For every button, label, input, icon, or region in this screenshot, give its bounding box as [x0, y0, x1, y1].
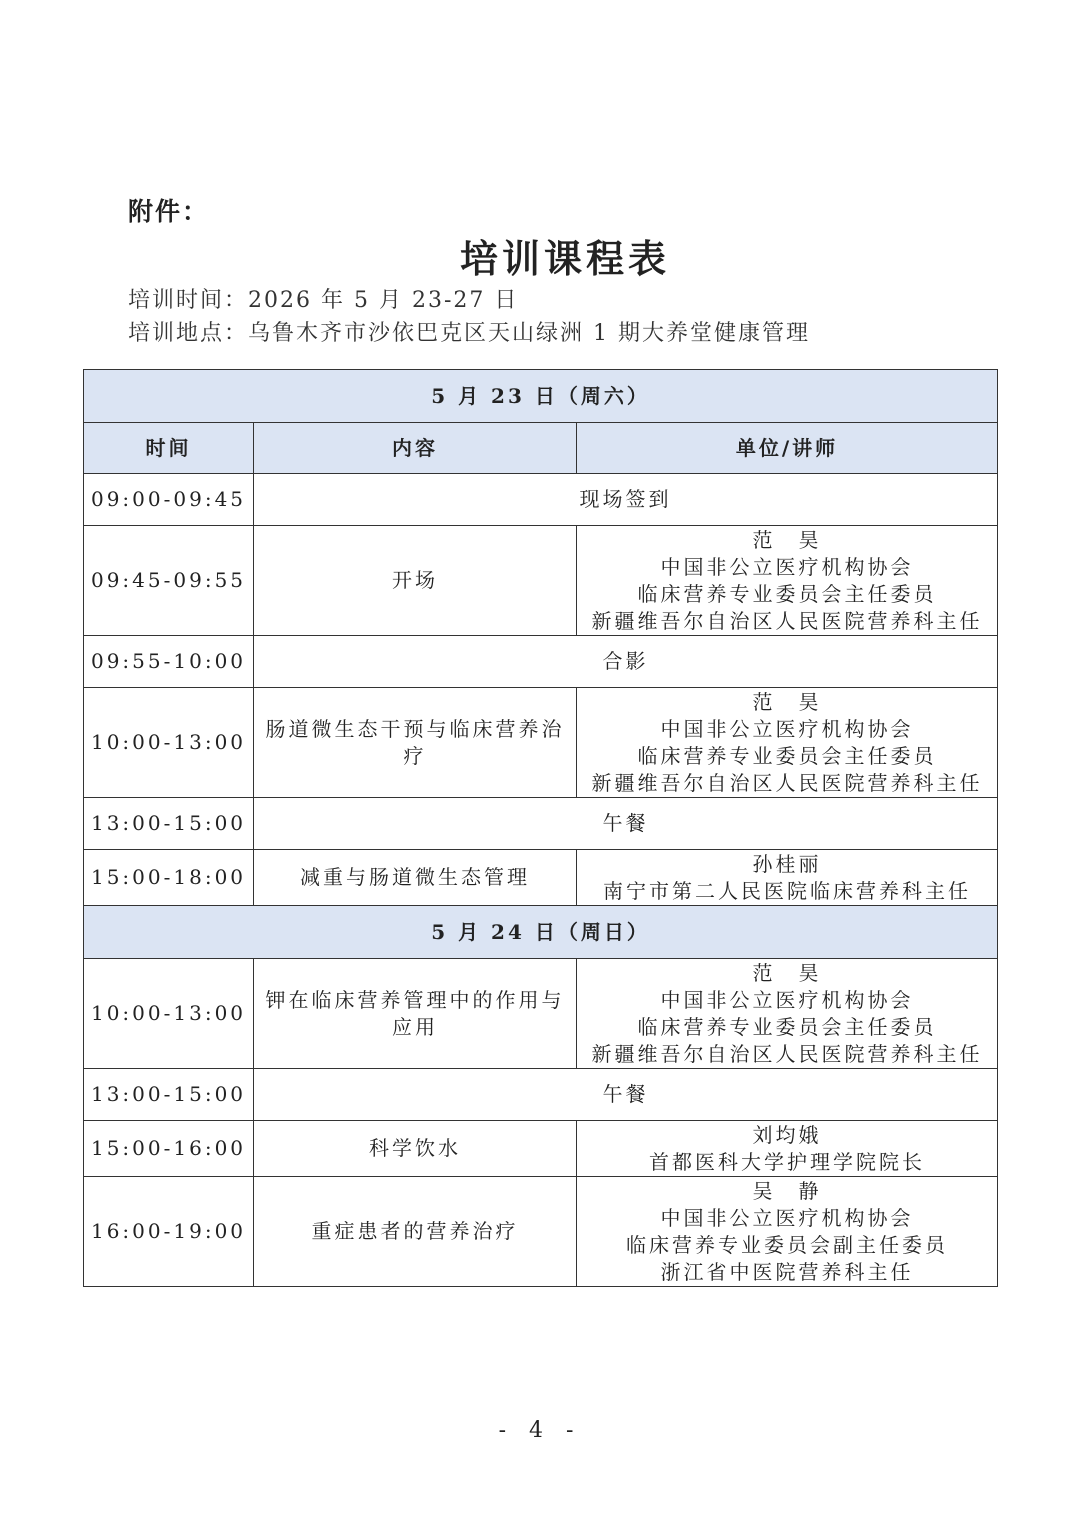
speaker-name: 吴 静 [752, 1178, 822, 1203]
row-speaker [577, 1177, 998, 1287]
row-content: 午餐 [254, 798, 998, 850]
day-header-row [84, 370, 998, 423]
table-row [84, 474, 998, 526]
table-row [84, 1121, 998, 1177]
column-header-row [84, 423, 998, 474]
speaker-line: 临床营养专业委员会主任委员 [637, 1014, 937, 1039]
speaker-line: 南宁市第二人民医院临床营养科主任 [603, 878, 972, 903]
speaker-name: 孙桂丽 [752, 851, 822, 876]
row-content: 肠道微生态干预与临床营养治疗 [254, 688, 577, 798]
training-time: 培训时间：2026 年 5 月 23-27 日 [128, 288, 519, 313]
row-time: 13:00-15:00 [84, 798, 254, 850]
row-time: 09:45-09:55 [84, 526, 254, 636]
row-time: 15:00-16:00 [84, 1121, 254, 1177]
table-row [84, 1069, 998, 1121]
row-time: 10:00-13:00 [84, 959, 254, 1069]
speaker-name: 范 昊 [752, 689, 822, 714]
speaker-name: 范 昊 [752, 960, 822, 985]
table-row [84, 959, 998, 1069]
row-content: 减重与肠道微生态管理 [254, 850, 577, 906]
table-row [84, 1177, 998, 1287]
row-content: 重症患者的营养治疗 [254, 1177, 577, 1287]
table-row [84, 688, 998, 798]
speaker-line: 临床营养专业委员会主任委员 [637, 581, 937, 606]
speaker-name: 范 昊 [752, 527, 822, 552]
speaker-line: 中国非公立医疗机构协会 [660, 987, 914, 1012]
row-speaker [577, 850, 998, 906]
page-title: 培训课程表 [459, 237, 670, 281]
table-row [84, 798, 998, 850]
row-time: 15:00-18:00 [84, 850, 254, 906]
speaker-line: 临床营养专业委员会主任委员 [637, 743, 937, 768]
speaker-line: 中国非公立医疗机构协会 [660, 554, 914, 579]
speaker-name: 刘均娥 [752, 1122, 822, 1147]
speaker-line: 新疆维吾尔自治区人民医院营养科主任 [591, 770, 983, 795]
row-speaker [577, 526, 998, 636]
column-header-time: 时间 [84, 423, 254, 474]
row-time: 16:00-19:00 [84, 1177, 254, 1287]
table-row [84, 636, 998, 688]
speaker-line: 临床营养专业委员会副主任委员 [626, 1232, 949, 1257]
day-label: 5 月 23 日（周六） [84, 370, 998, 423]
row-time: 13:00-15:00 [84, 1069, 254, 1121]
column-header-content: 内容 [254, 423, 577, 474]
row-speaker [577, 1121, 998, 1177]
row-content: 午餐 [254, 1069, 998, 1121]
attachment-label: 附件： [128, 197, 210, 226]
speaker-line: 首都医科大学护理学院院长 [649, 1149, 926, 1174]
row-content: 合影 [254, 636, 998, 688]
row-time: 10:00-13:00 [84, 688, 254, 798]
schedule-table [83, 369, 998, 1287]
day-label: 5 月 24 日（周日） [84, 906, 998, 959]
row-content: 钾在临床营养管理中的作用与应用 [254, 959, 577, 1069]
row-content: 开场 [254, 526, 577, 636]
speaker-line: 中国非公立医疗机构协会 [660, 716, 914, 741]
speaker-line: 浙江省中医院营养科主任 [660, 1259, 914, 1284]
row-speaker [577, 959, 998, 1069]
speaker-line: 中国非公立医疗机构协会 [660, 1205, 914, 1230]
table-row [84, 850, 998, 906]
training-location: 培训地点：乌鲁木齐市沙依巴克区天山绿洲 1 期大养堂健康管理 [128, 321, 810, 346]
speaker-line: 新疆维吾尔自治区人民医院营养科主任 [591, 1041, 983, 1066]
row-content: 现场签到 [254, 474, 998, 526]
speaker-line: 新疆维吾尔自治区人民医院营养科主任 [591, 608, 983, 633]
day-header-row [84, 906, 998, 959]
row-content: 科学饮水 [254, 1121, 577, 1177]
page-number: - 4 - [498, 1418, 582, 1443]
column-header-speaker: 单位/讲师 [577, 423, 998, 474]
row-time: 09:00-09:45 [84, 474, 254, 526]
row-speaker [577, 688, 998, 798]
row-time: 09:55-10:00 [84, 636, 254, 688]
table-row [84, 526, 998, 636]
